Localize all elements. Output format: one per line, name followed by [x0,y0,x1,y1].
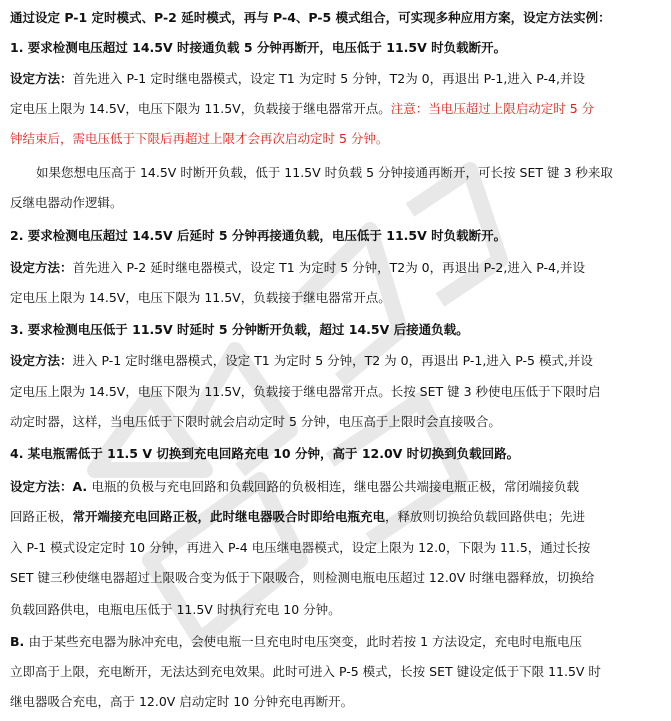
text-line [10,288,391,308]
bold-text: 常开端接充电回路正极，此时继电器吸合时即给电瓶充电 [72,509,386,524]
body-text: 动定时器，这样，当电压低于下限时就会启动定时 5 分钟，电压高于上限时会直接吸合。 [10,414,501,429]
text-line [10,382,601,402]
body-text: 入 P-1 模式设定定时 10 分钟，再进入 P-4 电压继电器模式，设定上限为 12.0，下限为 11.5，通过长按 [10,540,591,555]
bold-text: 3. 要求检测电压低于 11.5V 时延时 5 分钟断开负载，超过 14.5V 后接通负载。 [10,322,469,337]
bold-text: B. [10,634,29,649]
text-line [10,632,582,652]
text-line [10,8,611,28]
text-line [10,692,353,712]
body-text: 首先进入 P-2 延时继电器模式，设定 T1 为定时 5 分钟，T2为 0，再退出 P-2,进入 P-4,并设 [72,260,585,275]
text-line [10,38,506,58]
body-text: 电瓶的负极与充电回路和负载回路的负极相连，继电器公共端接电瓶正极，常闭端接负载 [91,479,580,494]
text-line [10,351,593,371]
text-line [10,320,469,340]
text-line [10,477,579,497]
body-text: 回路正极， [10,509,73,524]
text-line [10,662,601,682]
bold-text: 设定方法： [10,71,73,86]
body-text: 反继电器动作逻辑。 [10,195,123,210]
body-text: 定电压上限为 14.5V，电压下限为 11.5V，负载接于继电器常开点。长按 SET 键 3 秒使电压低于下限时启 [10,384,601,399]
text-line [10,507,585,527]
body-text: 定电压上限为 14.5V，电压下限为 11.5V，负载接于继电器常开点。 [10,290,391,305]
text-line [10,538,590,558]
bold-text: 设定方法： [10,353,73,368]
text-line [10,444,519,464]
body-text: 首先进入 P-1 定时继电器模式，设定 T1 为定时 5 分钟，T2为 0，再退出 P-1,进入 P-4,并设 [72,71,585,86]
body-text: 进入 P-1 定时继电器模式，设定 T1 为定时 5 分钟，T2 为 0，再退出 P-1,进入 P-5 模式,并设 [72,353,593,368]
bold-text: 1. 要求检测电压超过 14.5V 时接通负载 5 分钟再断开，电压低于 11.5V 时负载断开。 [10,40,507,55]
text-line [10,193,123,213]
bold-text: 通过设定 P-1 定时模式、P-2 延时模式，再与 P-4、P-5 模式组合，可实现多种应用方案，设定方法实例： [10,10,611,25]
body-text: 定电压上限为 14.5V，电压下限为 11.5V，负载接于继电器常开点。 [10,101,391,116]
body-text: 负载回路供电，电瓶电压低于 11.5V 时执行充电 10 分钟。 [10,602,341,617]
body-text: ，释放则切换给负载回路供电；先进 [385,509,586,524]
warning-text: 钟结束后，需电压低于下限后再超过上限才会再次启动定时 5 分钟。 [10,131,389,146]
text-line [10,99,594,119]
bold-text: 4. 某电瓶需低于 11.5 V 切换到充电回路充电 10 分钟，高于 12.0V 时切换到负载回路。 [10,446,520,461]
text-line [10,412,501,432]
bold-text: 设定方法： [10,260,73,275]
warning-text: 注意：当电压超过上限启动定时 5 分 [390,101,595,116]
body-text: 立即高于上限，充电断开，无法达到充电效果。此时可进入 P-5 模式，长按 SET 键设定低于下限 11.5V 时 [10,664,601,679]
body-text: 继电器吸合充电，高于 12.0V 启动定时 10 分钟充电再断开。 [10,694,354,709]
text-line [10,129,388,149]
text-line [10,568,594,588]
text-line [10,226,506,246]
body-text: 由于某些充电器为脉冲充电，会使电瓶一旦充电时电压突变，此时若按 1 方法设定，充电时电瓶电压 [28,634,583,649]
text-line [36,163,613,183]
text-line [10,600,341,620]
body-text: 如果您想电压高于 14.5V 时断开负载，低于 11.5V 时负载 5 分钟接通再断开，可长按 SET 键 3 秒来取 [36,165,613,180]
text-line [10,258,585,278]
bold-text: 设定方法：A. [10,479,92,494]
bold-text: 2. 要求检测电压超过 14.5V 后延时 5 分钟再接通负载，电压低于 11.5V 时负载断开。 [10,228,507,243]
body-text: SET 键三秒使继电器超过上限吸合变为低于下限吸合，则检测电瓶电压超过 12.0V 时继电器释放，切换给 [10,570,595,585]
text-line [10,69,585,89]
